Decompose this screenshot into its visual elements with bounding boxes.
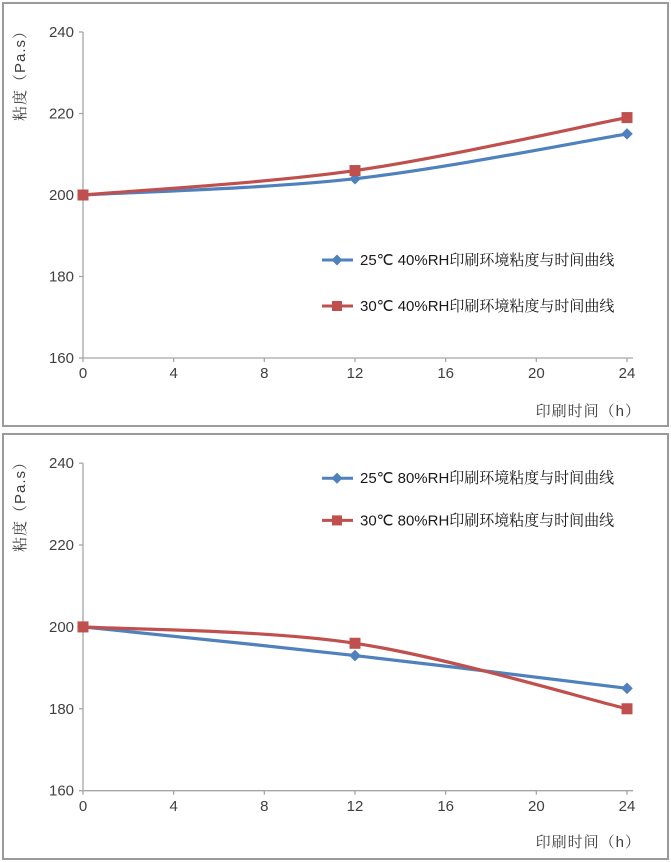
x-tick-label: 8 bbox=[260, 797, 269, 815]
legend-item bbox=[322, 469, 614, 487]
x-axis-title: 印刷时间（h） bbox=[535, 403, 641, 420]
chart-panel-80rh bbox=[2, 433, 669, 860]
y-tick-label: 160 bbox=[48, 350, 74, 367]
y-tick-label: 220 bbox=[48, 105, 74, 123]
y-axis-title: 粘度（Pa.s） bbox=[12, 23, 29, 122]
y-tick-label: 240 bbox=[48, 455, 74, 473]
legend-label: 30℃ 40%RH印刷环境粘度与时间曲线 bbox=[360, 298, 615, 315]
x-tick-label: 0 bbox=[78, 365, 88, 382]
x-tick-label: 12 bbox=[346, 365, 364, 382]
legend-label: 25℃ 80%RH印刷环境粘度与时间曲线 bbox=[360, 470, 615, 488]
line-chart-40rh bbox=[4, 4, 667, 425]
x-tick-label: 0 bbox=[78, 797, 88, 815]
legend-item bbox=[322, 251, 614, 269]
series-marker-diamond bbox=[332, 255, 343, 266]
x-axis-title: 印刷时间（h） bbox=[535, 834, 641, 851]
legend-label: 30℃ 80%RH印刷环境粘度与时间曲线 bbox=[360, 512, 615, 530]
legend-item bbox=[322, 511, 614, 529]
series-line bbox=[83, 134, 627, 195]
x-tick-label: 16 bbox=[437, 797, 454, 815]
series-marker-square bbox=[78, 621, 89, 632]
x-tick-label: 20 bbox=[528, 797, 545, 815]
y-tick-label: 160 bbox=[48, 782, 74, 800]
x-tick-label: 24 bbox=[618, 797, 636, 815]
y-tick-label: 180 bbox=[48, 700, 74, 718]
legend-label: 25℃ 40%RH印刷环境粘度与时间曲线 bbox=[360, 252, 615, 269]
y-tick-label: 200 bbox=[48, 187, 74, 204]
series-marker-square bbox=[622, 703, 633, 714]
x-tick-label: 4 bbox=[169, 797, 178, 815]
series-marker-square bbox=[350, 165, 361, 176]
x-tick-label: 16 bbox=[437, 365, 455, 382]
series-marker-square bbox=[332, 515, 342, 525]
x-tick-label: 20 bbox=[527, 365, 545, 382]
series-marker-square bbox=[332, 301, 342, 311]
y-tick-label: 240 bbox=[48, 24, 74, 41]
y-axis-title: 粘度（Pa.s） bbox=[12, 454, 29, 553]
chart-panel-40rh bbox=[2, 2, 669, 427]
series-marker-square bbox=[350, 638, 361, 649]
y-tick-label: 180 bbox=[48, 268, 74, 286]
y-tick-label: 220 bbox=[48, 537, 74, 555]
x-tick-label: 12 bbox=[346, 797, 364, 815]
line-chart-80rh bbox=[4, 435, 667, 858]
series-marker-diamond bbox=[621, 128, 633, 140]
x-tick-label: 8 bbox=[260, 365, 269, 382]
legend-item bbox=[322, 297, 614, 315]
series-marker-diamond bbox=[332, 473, 343, 484]
series-marker-diamond bbox=[621, 682, 633, 694]
series-marker-diamond bbox=[349, 650, 361, 662]
x-tick-label: 24 bbox=[618, 365, 636, 382]
series-marker-square bbox=[78, 190, 89, 201]
series-marker-square bbox=[622, 112, 633, 123]
y-tick-label: 200 bbox=[48, 618, 74, 636]
x-tick-label: 4 bbox=[169, 365, 178, 382]
